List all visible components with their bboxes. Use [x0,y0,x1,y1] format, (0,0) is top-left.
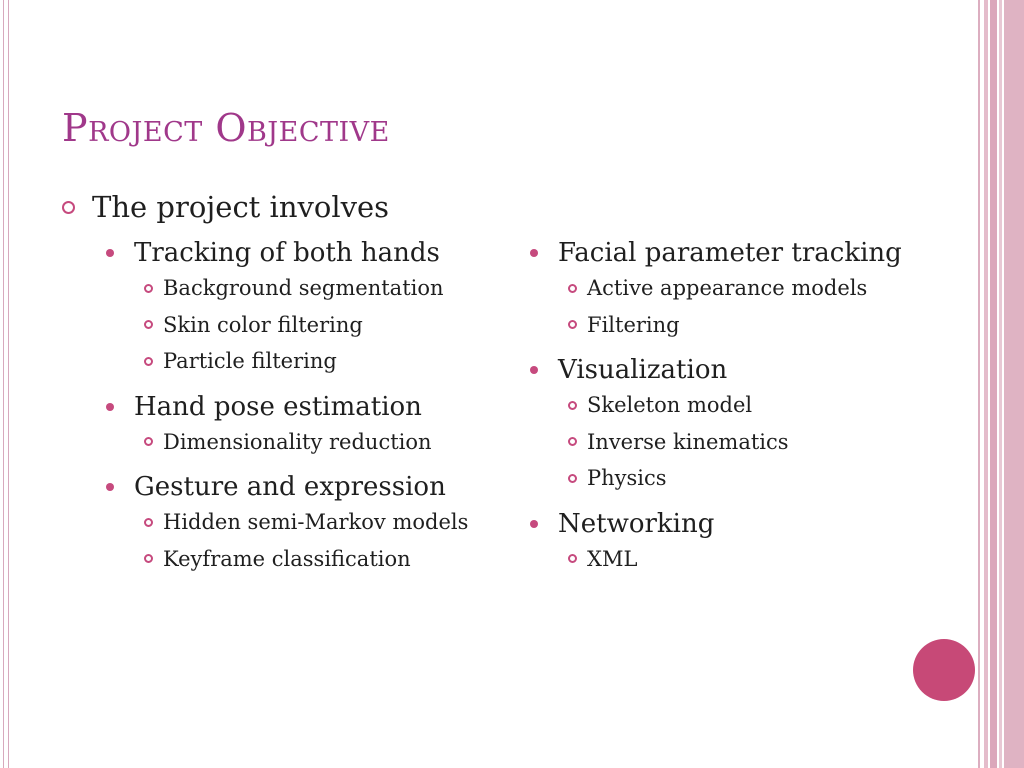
level2-bullet [530,236,902,270]
level3-bullet [144,541,468,578]
ring-bullet-icon [568,320,577,329]
bullet-group [530,353,902,497]
level2-text: Hand pose estimation [134,391,422,422]
level3-bullet [568,541,902,578]
right-stripe [984,0,988,768]
level1-text: The project involves [92,190,390,224]
right-stripe [978,0,980,768]
ring-bullet-icon [144,437,153,446]
bullet-group [106,470,468,577]
level3-bullet [568,307,902,344]
level2-text: Gesture and expression [134,472,446,502]
ring-bullet-icon [568,474,577,483]
dot-bullet-icon [106,249,114,257]
dot-bullet-icon [106,403,114,411]
ring-bullet-icon [144,357,153,366]
level2-bullet [106,470,468,504]
level3-text: XML [587,546,638,571]
level3-text: Particle filtering [163,349,337,374]
level3-text: Filtering [587,312,680,337]
ring-bullet-icon [568,401,577,410]
level3-text: Dimensionality reduction [163,429,432,454]
level3-text: Skin color filtering [163,312,363,337]
level3-text: Background segmentation [163,276,444,301]
level2-bullet [106,236,468,270]
level2-bullet [530,507,902,541]
bullet-group [106,390,468,461]
sub-list [530,270,902,343]
dot-bullet-icon [530,249,538,257]
level3-bullet [144,504,468,541]
right-column [530,236,902,587]
level1-bullet [62,190,389,224]
dot-bullet-icon [106,483,114,491]
level2-bullet [106,390,468,424]
left-border-line [8,0,9,768]
ring-bullet-icon [568,284,577,293]
level2-bullet [530,353,902,387]
dot-bullet-icon [530,366,538,374]
level3-bullet [144,424,468,461]
sub-list [106,270,468,380]
level3-bullet [568,424,902,461]
level3-bullet [568,387,902,424]
level3-bullet [144,343,468,380]
level3-text: Inverse kinematics [587,429,789,454]
left-column [106,236,468,587]
level3-text: Active appearance models [587,276,868,301]
ring-bullet-icon [144,320,153,329]
ring-bullet-icon [568,437,577,446]
level2-text: Networking [558,508,715,539]
right-stripe [1004,0,1024,768]
dot-bullet-icon [530,520,538,528]
bullet-group [530,236,902,343]
level3-bullet [568,270,902,307]
ring-bullet-icon [144,554,153,563]
level3-bullet [144,270,468,307]
right-stripe [990,0,997,768]
level3-bullet [568,460,902,497]
level3-text: Hidden semi-Markov models [163,510,469,535]
ring-bullet-icon [144,518,153,527]
right-stripe [999,0,1002,768]
bullet-group [106,236,468,380]
decorative-circle [913,639,975,701]
level2-text: Facial parameter tracking [558,238,902,268]
level2-text: Visualization [558,355,728,385]
ring-bullet-icon [568,554,577,563]
level2-text: Tracking of both hands [134,238,440,268]
ring-bullet-icon [62,201,75,214]
sub-list [530,387,902,497]
slide-title: Project Objective [62,106,390,150]
bullet-group [530,507,902,578]
level3-text: Keyframe classification [163,546,411,571]
sub-list [106,424,468,461]
sub-list [106,504,468,577]
sub-list [530,541,902,578]
ring-bullet-icon [144,284,153,293]
level3-text: Physics [587,466,667,491]
level3-bullet [144,307,468,344]
left-border-line [3,0,4,768]
level3-text: Skeleton model [587,393,753,418]
